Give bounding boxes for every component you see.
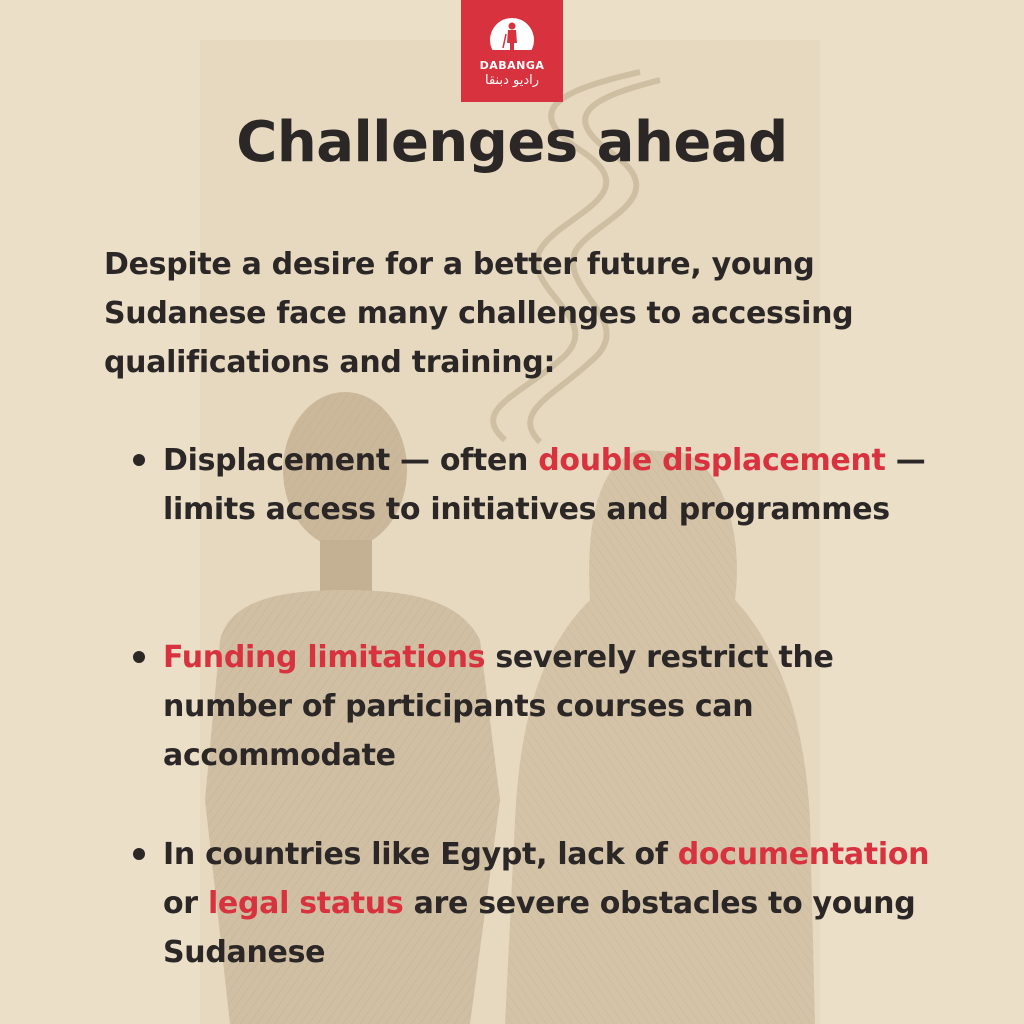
bullet-text: are severe obstacles to young Sudanese xyxy=(163,886,916,970)
bullet-highlight: double displacement xyxy=(538,443,886,478)
list-item xyxy=(163,633,963,780)
intro-paragraph: Despite a desire for a better future, young Sudanese face many challenges to accessing qualifications and training: xyxy=(104,247,854,380)
logo-name-english: DABANGA xyxy=(479,59,545,72)
bullet-dot-icon xyxy=(133,651,145,663)
list-item xyxy=(163,830,963,977)
bullet-text: — limits access to initiatives and programmes xyxy=(163,443,926,527)
page-title: Challenges ahead xyxy=(236,110,788,175)
logo-name-arabic: راديو دبنقا xyxy=(484,73,539,88)
bullet-dot-icon xyxy=(133,848,145,860)
list-item xyxy=(163,436,963,534)
bullet-text: or xyxy=(163,886,208,921)
bullet-highlight: legal status xyxy=(207,886,404,921)
bullet-text: In countries like Egypt, lack of xyxy=(163,837,678,872)
bullet-dot-icon xyxy=(133,454,145,466)
bullet-highlight: documentation xyxy=(677,837,930,872)
bullet-text: severely restrict the number of participants courses can accommodate xyxy=(163,640,834,773)
bullet-text: Displacement — often xyxy=(163,443,539,478)
bullet-highlight: Funding limitations xyxy=(163,640,486,675)
